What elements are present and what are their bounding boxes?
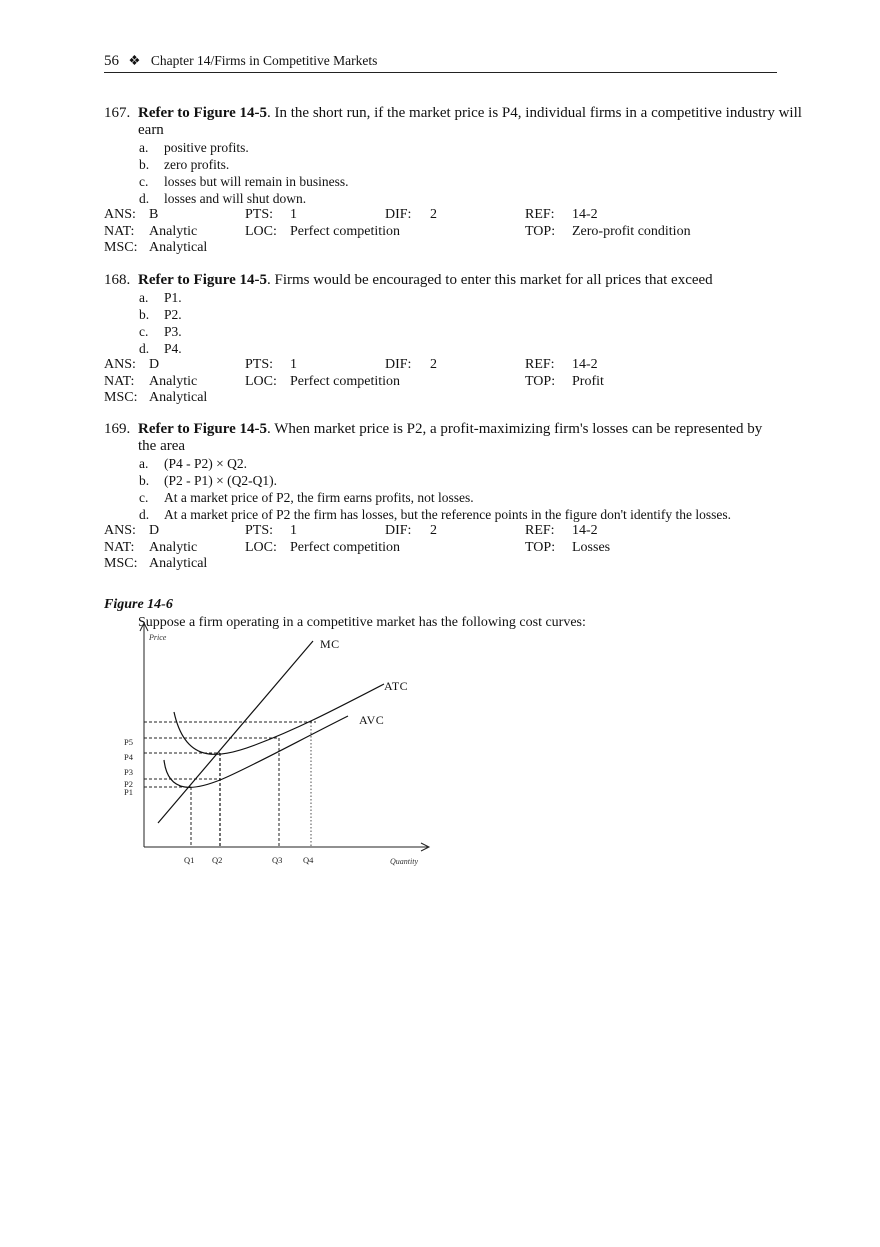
option-b: b. zero profits. [139, 157, 230, 172]
avc-label: AVC [359, 713, 385, 727]
question-text: . When market price is P2, a profit-maximizing firm's losses can be represented by the area [138, 421, 763, 454]
chapter-title: Chapter 14/Firms in Competitive Markets [150, 53, 378, 68]
answer-value: D [149, 523, 160, 538]
x-axis-title: Quantity [390, 857, 418, 866]
option-a: a. P1. [139, 290, 182, 305]
question-text: . In the short run, if the market price is P4, individual firms in a competitive industry will earn [138, 105, 802, 138]
answer-metadata: ANS: D PTS: 1 DIF: 2 REF: 14-2 NAT: Analytic LOC: Perfect competition TOP: Losses MSC: Analytical [104, 523, 611, 572]
y-tick-p5: P5 [124, 737, 133, 747]
option-b: b. P2. [139, 307, 182, 322]
mc-label: MC [320, 637, 340, 651]
y-tick-p1: P1 [124, 787, 133, 797]
x-tick-q2: Q2 [212, 855, 223, 865]
option-c: c. losses but will remain in business. [139, 174, 349, 189]
figure-reference: Refer to Figure 14-5 [138, 272, 267, 288]
answer-value: D [149, 357, 160, 372]
option-d: d. P4. [139, 341, 182, 356]
avc-curve [164, 716, 348, 787]
answer-metadata: ANS: B PTS: 1 DIF: 2 REF: 14-2 NAT: Analytic LOC: Perfect competition TOP: Zero-profit condition MSC: Analytical [104, 207, 691, 256]
question-number: 167. [104, 105, 131, 121]
y-tick-p4: P4 [124, 752, 133, 762]
y-axis-title: Price [149, 633, 167, 642]
question-text: . Firms would be encouraged to enter this market for all prices that exceed [267, 272, 713, 288]
option-d: d. At a market price of P2 the firm has losses, but the reference points in the figure don't identify the losses. [139, 507, 732, 522]
figure-title: Figure 14-6 [104, 597, 173, 612]
atc-label: ATC [384, 679, 409, 693]
answer-value: B [149, 207, 159, 222]
x-tick-q4: Q4 [303, 855, 314, 865]
x-tick-q3: Q3 [272, 855, 283, 865]
option-a: a. positive profits. [139, 140, 249, 155]
answer-metadata: ANS: D PTS: 1 DIF: 2 REF: 14-2 NAT: Analytic LOC: Perfect competition TOP: Profit MSC: Analytical [104, 357, 604, 406]
option-a: a. (P4 - P2) × Q2. [139, 456, 247, 471]
y-tick-p2: P2 [124, 779, 133, 789]
option-b: b. (P2 - P1) × (Q2-Q1). [139, 473, 277, 488]
option-c: c. P3. [139, 324, 182, 339]
option-d: d. losses and will shut down. [139, 191, 307, 206]
option-c: c. At a market price of P2, the firm earns profits, not losses. [139, 490, 474, 505]
question-number: 169. [104, 421, 131, 437]
question-number: 168. [104, 272, 131, 288]
y-tick-p3: P3 [124, 767, 133, 777]
figure-reference: Refer to Figure 14-5 [138, 105, 267, 121]
diamond-separator-icon: ❖ [128, 53, 141, 68]
figure-caption: Suppose a firm operating in a competitive market has the following cost curves: [138, 615, 586, 630]
x-tick-q1: Q1 [184, 855, 195, 865]
page-number: 56 [104, 53, 119, 69]
figure-reference: Refer to Figure 14-5 [138, 421, 267, 437]
